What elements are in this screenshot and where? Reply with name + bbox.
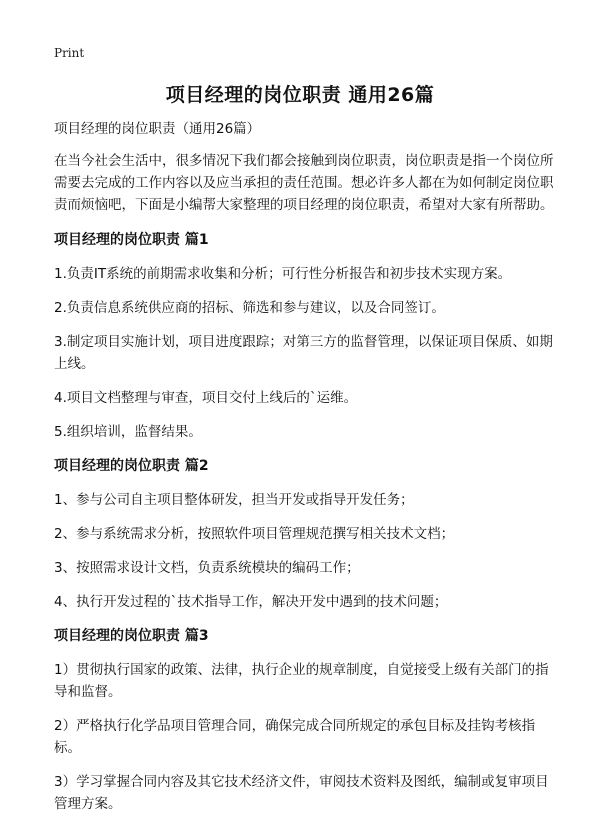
list-item: 4.项目文档整理与审查，项目交付上线后的`运维。 <box>54 390 358 406</box>
section-heading: 项目经理的岗位职责 篇3 <box>54 628 209 644</box>
document-subtitle: 项目经理的岗位职责（通用26篇） <box>54 121 261 137</box>
list-item: 1.负责IT系统的前期需求收集和分析；可行性分析报告和初步技术实现方案。 <box>54 266 512 282</box>
print-label[interactable]: Print <box>54 46 85 60</box>
document-body <box>54 118 554 827</box>
list-item: 2）严格执行化学品项目管理合同，确保完成合同所规定的承包目标及挂钩考核指标。 <box>54 718 536 756</box>
list-item: 1）贯彻执行国家的政策、法律，执行企业的规章制度，自觉接受上级有关部门的指导和监督。 <box>54 662 549 700</box>
document-title: 项目经理的岗位职责 通用26篇 <box>165 84 435 106</box>
intro-paragraph: 在当今社会生活中，很多情况下我们都会接触到岗位职责，岗位职责是指一个岗位所需要去完成的工作内容以及应当承担的责任范围。想必许多人都在为如何制定岗位职责而烦恼吧，下面是小编帮大家整理的项目经理的岗位职责，希望对大家有所帮助。 <box>54 153 554 213</box>
list-item: 4、执行开发过程的`技术指导工作，解决开发中遇到的技术问题； <box>54 594 448 610</box>
section-heading: 项目经理的岗位职责 篇2 <box>54 458 209 474</box>
list-item: 3.制定项目实施计划，项目进度跟踪；对第三方的监督管理，以保证项目保质、如期上线。 <box>54 334 553 372</box>
list-item: 3、按照需求设计文档，负责系统模块的编码工作； <box>54 560 360 576</box>
section-heading: 项目经理的岗位职责 篇1 <box>54 232 209 248</box>
list-item: 2、参与系统需求分析，按照软件项目管理规范撰写相关技术文档； <box>54 526 455 542</box>
list-item: 1、参与公司自主项目整体研发，担当开发或指导开发任务； <box>54 492 414 508</box>
list-item: 5.组织培训，监督结果。 <box>54 424 202 440</box>
list-item: 2.负责信息系统供应商的招标、筛选和参与建议，以及合同签订。 <box>54 300 445 316</box>
list-item: 3）学习掌握合同内容及其它技术经济文件，审阅技术资料及图纸，编制或复审项目管理方案。 <box>54 774 549 812</box>
